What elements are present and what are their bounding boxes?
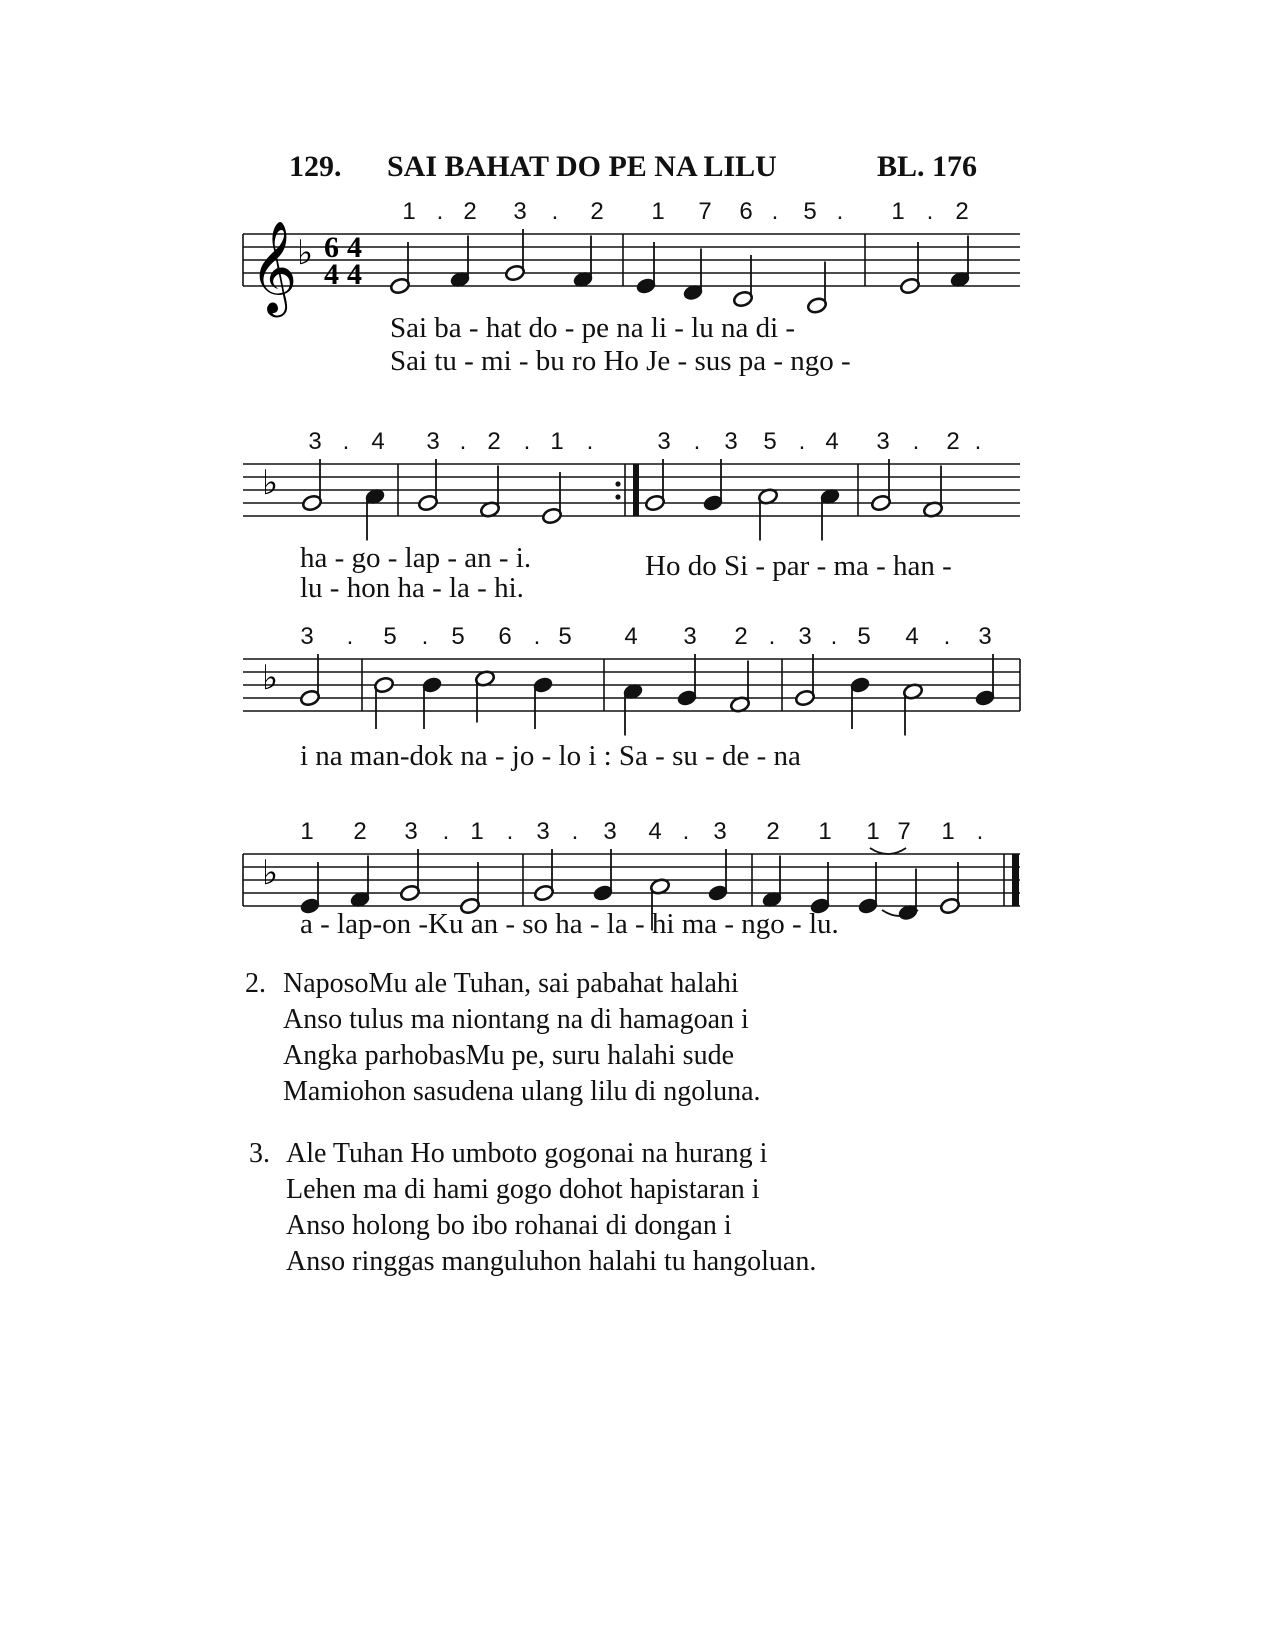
numeral: 2 <box>946 428 960 455</box>
numeral: 5 <box>857 623 871 650</box>
numeral: 3 <box>426 428 440 455</box>
staff-2 <box>0 420 1275 600</box>
numeral: 2 <box>487 428 501 455</box>
hymn-number: 129. <box>289 150 342 183</box>
lyrics-line: Ho do Si - par - ma - han - <box>645 550 952 582</box>
numeral: 2 <box>590 198 604 225</box>
numeral: 1 <box>300 818 314 845</box>
numeral: 3 <box>308 428 322 455</box>
numeral: 7 <box>698 198 712 225</box>
numeral: . <box>523 428 531 455</box>
numeral: 6 <box>498 623 512 650</box>
verse-line: Angka parhobasMu pe, suru halahi sude <box>283 1040 735 1071</box>
numeral: 5 <box>558 623 572 650</box>
time-signature <box>324 231 362 291</box>
music-system-3 <box>0 615 1275 775</box>
numeral: 1 <box>402 198 416 225</box>
numeral: 5 <box>763 428 777 455</box>
numeral: 4 <box>371 428 385 455</box>
verse-line: Lehen ma di hami gogo dohot hapistaran i <box>286 1174 760 1205</box>
numeral: . <box>926 198 934 225</box>
flat-key-icon: ♭ <box>262 658 279 698</box>
music-system-2 <box>0 420 1275 604</box>
notes-system-3 <box>299 654 995 736</box>
notes-system-1 <box>389 229 970 314</box>
numeral: . <box>533 623 541 650</box>
verse-line: Ale Tuhan Ho umboto gogonai na hurang i <box>286 1138 768 1169</box>
lyrics-line: Sai tu - mi - bu ro Ho Je - sus pa - ngo - <box>390 345 851 377</box>
numeral: 3 <box>513 198 527 225</box>
music-system-1 <box>0 190 1275 390</box>
treble-clef-icon: 𝄞 <box>250 220 298 313</box>
numeral: 1 <box>818 818 832 845</box>
svg-text:4: 4 <box>347 258 362 291</box>
flat-key-icon: ♭ <box>262 853 279 893</box>
repeat-barline <box>633 464 639 516</box>
numeral: 1 <box>651 198 665 225</box>
verse-number: 2. <box>245 968 266 999</box>
numeral: 4 <box>905 623 919 650</box>
numeral: 1 <box>866 818 880 845</box>
numeral: . <box>586 428 594 455</box>
numeral: . <box>798 428 806 455</box>
numeral: . <box>571 818 579 845</box>
slur-top <box>870 848 906 854</box>
flat-key-icon: ♭ <box>262 463 279 503</box>
hymn-reference: BL. 176 <box>877 150 978 183</box>
numeral: . <box>421 623 429 650</box>
numeral: 3 <box>713 818 727 845</box>
verse-number: 3. <box>249 1138 270 1169</box>
verse-line: Anso tulus ma niontang na di hamagoan i <box>283 1004 749 1035</box>
numeral: . <box>768 623 776 650</box>
numeral: 6 <box>739 198 753 225</box>
numeral: . <box>976 818 984 845</box>
lyrics-line: lu - hon ha - la - hi. <box>300 572 524 604</box>
numeral: 1 <box>550 428 564 455</box>
svg-text:4: 4 <box>324 258 339 291</box>
lyrics-line: Sai ba - hat do - pe na li - lu na di - <box>390 312 796 344</box>
numeral: . <box>436 198 444 225</box>
verse-line: NaposoMu ale Tuhan, sai pabahat halahi <box>283 968 739 999</box>
lyrics-line: i na man-dok na - jo - lo i : Sa - su - de - na <box>300 740 801 772</box>
numeral: 5 <box>451 623 465 650</box>
numeral: . <box>551 198 559 225</box>
verse-line: Anso ringgas manguluhon halahi tu hangoluan. <box>286 1246 817 1277</box>
music-system-4 <box>0 810 1275 960</box>
numeral: 4 <box>825 428 839 455</box>
svg-text:4: 4 <box>347 231 362 264</box>
numeral: 3 <box>724 428 738 455</box>
numeral: . <box>459 428 467 455</box>
numeral: 3 <box>657 428 671 455</box>
numeral: 3 <box>683 623 697 650</box>
numeral: 4 <box>648 818 662 845</box>
lyrics-line: a - lap-on -Ku an - so ha - la - hi ma - ngo - lu. <box>300 908 839 940</box>
numeral: . <box>974 428 982 455</box>
numeral: 2 <box>955 198 969 225</box>
numeral: . <box>442 818 450 845</box>
numeral: 2 <box>463 198 477 225</box>
final-barline <box>1012 854 1019 906</box>
numeral: 1 <box>470 818 484 845</box>
numeral: . <box>693 428 701 455</box>
numeral: 1 <box>891 198 905 225</box>
verse-line: Anso holong bo ibo rohanai di dongan i <box>286 1210 732 1241</box>
numeral: 7 <box>897 818 911 845</box>
svg-text:6: 6 <box>324 231 339 264</box>
numeral: 2 <box>353 818 367 845</box>
numeral: . <box>682 818 690 845</box>
numeral: 3 <box>300 623 314 650</box>
numeral: . <box>346 623 354 650</box>
numeral: 3 <box>404 818 418 845</box>
hymn-title: SAI BAHAT DO PE NA LILU <box>387 150 777 183</box>
lyrics-line: ha - go - lap - an - i. <box>300 542 532 574</box>
numeral: 5 <box>383 623 397 650</box>
numeral: . <box>830 623 838 650</box>
numeral: 2 <box>734 623 748 650</box>
numeral: . <box>506 818 514 845</box>
numeral: . <box>912 428 920 455</box>
numeral: . <box>943 623 951 650</box>
verse-line: Mamiohon sasudena ulang lilu di ngoluna. <box>283 1076 761 1107</box>
numeral: 3 <box>876 428 890 455</box>
numeral: 3 <box>536 818 550 845</box>
numeral: 2 <box>766 818 780 845</box>
numeral: 3 <box>603 818 617 845</box>
numeral: . <box>771 198 779 225</box>
numeral: 3 <box>798 623 812 650</box>
numeral: 3 <box>978 623 992 650</box>
numeral: 4 <box>624 623 638 650</box>
flat-key-icon: ♭ <box>297 233 314 273</box>
numeral: 5 <box>803 198 817 225</box>
numeral: 1 <box>941 818 955 845</box>
numeral: . <box>836 198 844 225</box>
numeral: . <box>342 428 350 455</box>
